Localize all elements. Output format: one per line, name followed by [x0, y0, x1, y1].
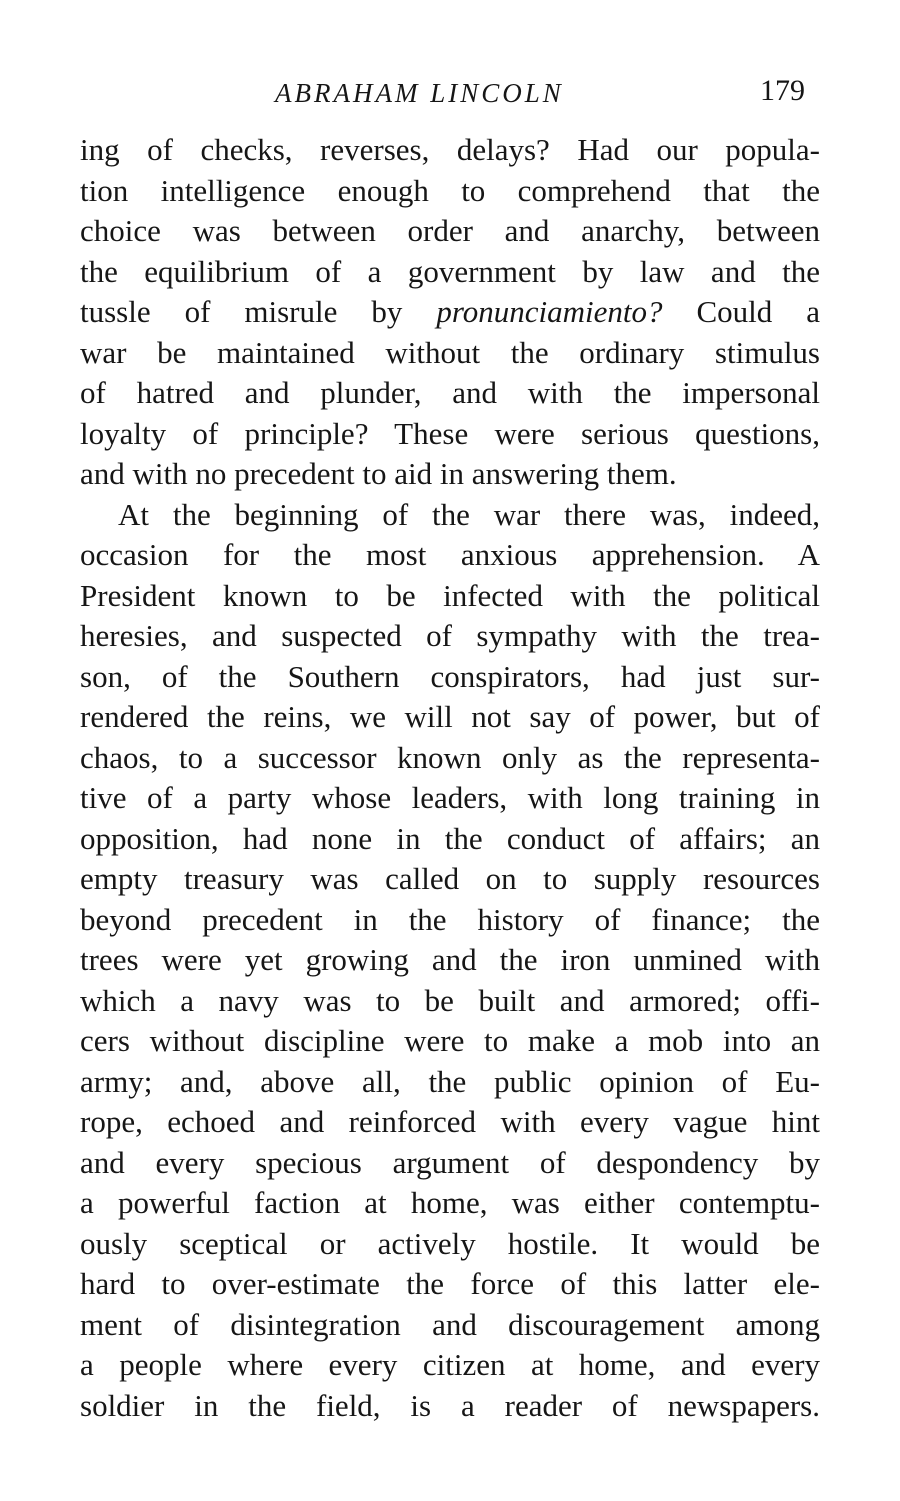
text-line: rendered the reins, we will not say of power, but of — [80, 699, 820, 734]
page-number: 179 — [760, 74, 805, 107]
text-line: At the beginning of the war there was, indeed, — [118, 496, 820, 532]
book-page — [80, 70, 820, 1426]
text-line: a powerful faction at home, was either contemptu- — [80, 1185, 820, 1220]
text-line: the equilibrium of a government by law and the — [80, 253, 820, 289]
paragraph-1 — [80, 130, 820, 495]
text-segment: Could a — [662, 294, 820, 329]
text-line: and every specious argument of despondency by — [80, 1144, 820, 1180]
text-line: tion intelligence enough to comprehend that the — [80, 172, 820, 208]
text-line: opposition, had none in the conduct of affairs; an — [80, 820, 820, 856]
text-line: occasion for the most anxious apprehension. A — [80, 537, 820, 572]
text-line: empty treasury was called on to supply resources — [80, 861, 820, 896]
text-line: war be maintained without the ordinary stimulus — [80, 334, 820, 370]
running-title: ABRAHAM LINCOLN — [275, 78, 564, 108]
text-segment: tussle of misrule by — [80, 294, 437, 329]
text-line: tive of a party whose leaders, with long training in — [80, 780, 820, 815]
text-line: son, of the Southern conspirators, had just sur- — [80, 658, 820, 694]
text-line: chaos, to a successor known only as the representa- — [80, 739, 820, 775]
text-line: hard to over-estimate the force of this latter ele- — [80, 1266, 820, 1301]
text-line: and with no precedent to aid in answering them. — [80, 456, 677, 491]
text-line: President known to be infected with the political — [80, 577, 820, 613]
text-line: beyond precedent in the history of finance; the — [80, 901, 820, 937]
text-line: ously sceptical or actively hostile. It would be — [80, 1225, 820, 1261]
text-line: ing of checks, reverses, delays? Had our popula- — [80, 132, 820, 167]
text-line-with-italic — [80, 292, 820, 333]
text-line: heresies, and suspected of sympathy with the trea- — [80, 618, 820, 653]
paragraph-2 — [80, 495, 820, 1427]
text-line: loyalty of principle? These were serious questions, — [80, 415, 820, 451]
text-line: choice was between order and anarchy, between — [80, 213, 820, 248]
text-line: which a navy was to be built and armored; offi- — [80, 982, 820, 1018]
text-line: cers without discipline were to make a mob into an — [80, 1023, 820, 1058]
italic-term: pronunciamiento? — [436, 294, 663, 329]
text-line: a people where every citizen at home, and every — [80, 1347, 820, 1382]
text-line: rope, echoed and reinforced with every vague hint — [80, 1104, 820, 1139]
text-line: trees were yet growing and the iron unmined with — [80, 942, 820, 977]
text-line: of hatred and plunder, and with the impersonal — [80, 375, 820, 410]
page-header — [80, 70, 820, 130]
text-line: soldier in the field, is a reader of newspapers. — [80, 1387, 820, 1423]
text-line: ment of disintegration and discouragement among — [80, 1306, 820, 1342]
text-line: army; and, above all, the public opinion of Eu- — [80, 1063, 820, 1099]
